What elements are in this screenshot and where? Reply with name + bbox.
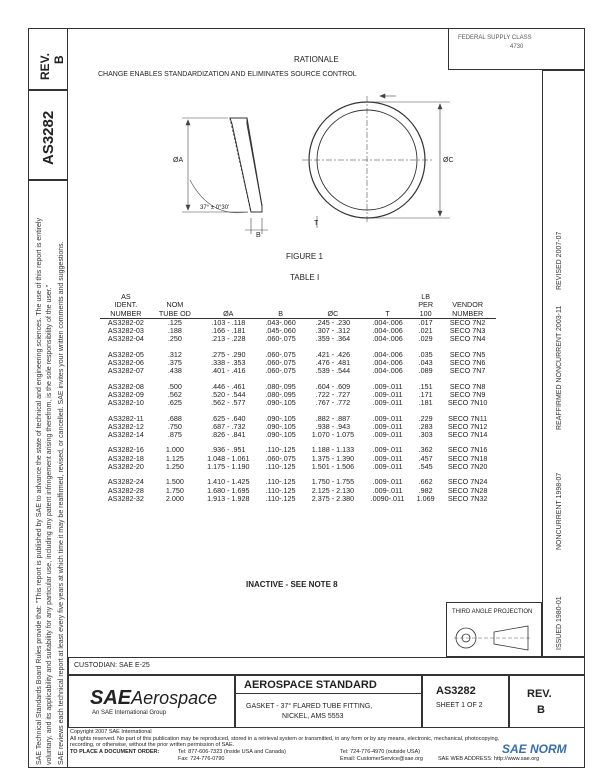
sae-logo-sub: An SAE International Group <box>92 710 167 716</box>
table-cell: 1.410 - 1.425 <box>207 477 250 487</box>
table-header-cell: PER <box>418 300 434 310</box>
projection-symbol <box>452 622 536 654</box>
table-cell: AS3282-08 <box>107 381 144 391</box>
table-cell: .043 <box>418 358 433 368</box>
table-cell: 1.500 <box>165 477 184 487</box>
table-cell: 1.750 <box>165 485 184 495</box>
table-cell: .213 - .228 <box>211 334 246 344</box>
table-cell: 1.501 - 1.506 <box>311 462 355 472</box>
table-cell: .009-.011 <box>372 453 403 463</box>
footer-order-label: TO PLACE A DOCUMENT ORDER: <box>70 749 160 755</box>
sae-logo <box>90 687 217 710</box>
noncurrent-date: NONCURRENT 1998-07 <box>556 472 563 550</box>
dim-t-label: T <box>314 220 319 227</box>
table-cell: .457 <box>418 453 433 463</box>
table-cell: 2.375 - 2.380 <box>311 493 355 503</box>
table-header-cell: 100 <box>412 310 439 319</box>
table-cell: .171 <box>418 389 433 399</box>
gasket-side-view <box>230 118 262 212</box>
table-cell: .043-.060 <box>265 317 296 327</box>
table-cell: .110-.125 <box>265 445 296 455</box>
table-header-cell: NUMBER <box>100 310 152 319</box>
table-cell: SECO 7N4 <box>449 334 486 344</box>
table-cell: .181 <box>418 398 433 408</box>
table-cell: SECO 7N32 <box>447 493 488 503</box>
table-cell: .312 <box>167 349 182 359</box>
table-cell: .375 <box>167 358 182 368</box>
table-cell: .767 - .772 <box>315 398 351 408</box>
table-cell: SECO 7N16 <box>447 445 488 455</box>
table-cell: .151 <box>418 381 433 391</box>
table-cell: .625 - .640 <box>211 413 246 423</box>
table-row <box>100 367 496 375</box>
table-cell: .936 - .951 <box>211 445 246 455</box>
table-header-cell: B <box>259 310 303 319</box>
table-cell: 1.048 - 1.061 <box>207 453 250 463</box>
left-margin-text-3: SAE reviews each technical report at least every five years at which time it may be reaffirmed, revised, or cancelled. SAE invites your written comments and suggestions. <box>58 241 65 765</box>
table-cell: .089 <box>418 366 433 376</box>
left-margin-text-1: SAE Technical Standards Board Rules provide that: "This report is published by SAE to advance the state of technical and engineering sciences. The use of this report is entirely <box>36 218 43 765</box>
table-header-cell <box>303 293 364 301</box>
issued-date: ISSUED 1980-01 <box>556 596 563 650</box>
table-header-cell: VENDOR <box>452 300 484 310</box>
table-cell: .625 <box>167 398 182 408</box>
table-header-cell: NOM <box>166 300 184 310</box>
table-cell: .359 - .364 <box>315 334 351 344</box>
table-cell: .500 <box>167 381 182 391</box>
table-cell: 1.680 - 1.695 <box>207 485 250 495</box>
figure-caption: FIGURE 1 <box>286 252 323 261</box>
part-title-line-2: NICKEL, AMS 5553 <box>282 713 344 720</box>
table-group-gap <box>100 471 496 478</box>
table-cell: 1.175 - 1.190 <box>207 462 250 472</box>
header-rev-value: B <box>52 55 66 64</box>
table-cell: AS3282-14 <box>107 430 144 440</box>
parts-table <box>100 293 496 503</box>
table-cell: .060-.075 <box>265 349 296 359</box>
table-cell: .539 - .544 <box>315 366 351 376</box>
table-cell: SECO 7N11 <box>448 413 488 423</box>
table-cell: SECO 7N8 <box>449 381 486 391</box>
table-cell: 1.070 - 1.075 <box>311 430 355 440</box>
table-cell: .060-.075 <box>265 453 296 463</box>
table-cell: .882 - .887 <box>315 413 351 423</box>
table-cell: .722 - .727 <box>315 389 351 399</box>
table-cell: AS3282-12 <box>107 421 144 431</box>
table-cell: .275 - .290 <box>211 349 246 359</box>
table-cell: .750 <box>167 421 182 431</box>
table-row <box>100 359 496 367</box>
table-cell: AS3282-18 <box>107 453 144 463</box>
table-cell: .562 <box>167 389 182 399</box>
table-cell: .401 - .416 <box>211 366 246 376</box>
header-doc-number: AS3282 <box>40 110 57 165</box>
table-cell: .188 <box>167 326 182 336</box>
angle-label: 37° ± 0°30' <box>200 205 230 211</box>
title-divider <box>235 693 422 694</box>
table-cell: .009-.011 <box>372 413 403 423</box>
table-cell: .004-.006 <box>372 358 403 368</box>
table-header-cell: IDENT. <box>114 300 138 310</box>
table-cell: .362 <box>418 445 433 455</box>
table-cell: .110-.125 <box>265 485 296 495</box>
table-cell: .662 <box>418 477 433 487</box>
table-cell: .090-.105 <box>265 421 296 431</box>
dim-a-label: ØA <box>173 157 184 164</box>
table-cell: SECO 7N12 <box>447 421 488 431</box>
title-doc-number: AS3282 <box>436 685 476 697</box>
table-cell: SECO 7N6 <box>449 358 486 368</box>
table-cell: 1.913 - 1.928 <box>207 493 250 503</box>
footer-rights-2: recording, or otherwise, without the prior written permission of SAE. <box>70 742 235 748</box>
federal-class-number: 4730 <box>510 44 524 50</box>
table-header-cell: ØC <box>303 310 364 319</box>
dim-a-lines <box>182 118 268 234</box>
table-header-cell: NUMBER <box>439 310 496 319</box>
table-cell: .060-.075 <box>265 358 296 368</box>
table-cell: SECO 7N9 <box>449 389 486 399</box>
table-row <box>100 446 496 454</box>
table-row <box>100 455 496 463</box>
table-row <box>100 383 496 391</box>
table-group-gap <box>100 408 496 415</box>
gasket-drawing <box>150 88 470 238</box>
table-row <box>100 391 496 399</box>
table-cell: .438 <box>167 366 182 376</box>
table-cell: AS3282-03 <box>107 326 144 336</box>
table-cell: SECO 7N10 <box>447 398 488 408</box>
rev-cell <box>509 675 585 728</box>
table-cell: SECO 7N3 <box>449 326 486 336</box>
table-cell: SECO 7N14 <box>447 430 488 440</box>
table-cell: .520 - .544 <box>211 389 246 399</box>
table-header-row <box>100 310 496 319</box>
table-cell: .009-.011 <box>372 445 403 455</box>
table-cell: 1.188 - 1.133 <box>311 445 355 455</box>
table-cell: .229 <box>418 413 433 423</box>
left-margin-text-2: voluntary, and its applicability and suitability for any particular use, including any patent infringement arising therefrom, is the sole responsibility of the user." <box>46 284 53 765</box>
sae-logo-mark: SAE <box>90 687 132 709</box>
table-cell: SECO 7N7 <box>449 366 486 376</box>
table-group-gap <box>100 344 496 351</box>
footer-web-link[interactable]: SAE WEB ADDRESS: http://www.sae.org <box>438 756 540 762</box>
table-row <box>100 335 496 343</box>
table-header-cell <box>198 293 259 301</box>
table-row <box>100 327 496 335</box>
table-cell: AS3282-10 <box>107 398 144 408</box>
table-cell: SECO 7N24 <box>447 477 488 487</box>
table-header-cell: LB <box>421 292 431 301</box>
footer-rights: All rights reserved. No part of this publication may be reproduced, stored in a retrieval system or transmitted, in any form or by any means, electronic, mechanical, photocopying, <box>70 736 500 742</box>
table-row <box>100 351 496 359</box>
table-header-cell: T <box>363 310 412 319</box>
footer-tel-1: Tel: 877-606-7323 (inside USA and Canada) <box>178 749 286 755</box>
table-group-gap <box>100 439 496 446</box>
table-cell: SECO 7N5 <box>449 349 486 359</box>
table-cell: .060-.075 <box>265 366 296 376</box>
table-cell: .476 - .481 <box>315 358 351 368</box>
table-cell: .110-.125 <box>265 477 296 487</box>
table-cell: .562 - .577 <box>211 398 246 408</box>
table-cell: AS3282-09 <box>107 389 144 399</box>
dim-b-label: B <box>256 232 261 239</box>
table-cell: .009-.011 <box>372 381 403 391</box>
table-cell: 1.125 <box>165 453 184 463</box>
table-cell: .004-.006 <box>372 317 403 327</box>
right-margin-column <box>542 70 585 657</box>
table-cell: .303 <box>418 430 433 440</box>
table-cell: .826 - .841 <box>211 430 246 440</box>
table-cell: .090-.105 <box>265 430 296 440</box>
table-header-cell <box>363 293 412 301</box>
table-header-cell: TUBE OD <box>152 310 198 319</box>
table-row <box>100 318 496 327</box>
table-cell: AS3282-05 <box>107 349 144 359</box>
table-row <box>100 415 496 423</box>
table-cell: .004-.006 <box>372 326 403 336</box>
table-cell: .029 <box>418 334 433 344</box>
inactive-note: INACTIVE - SEE NOTE 8 <box>246 580 338 589</box>
title-rev-label: REV. <box>527 688 552 700</box>
table-cell: AS3282-32 <box>107 493 144 503</box>
table-row <box>100 431 496 439</box>
table-cell: .110-.125 <box>265 462 296 472</box>
table-cell: AS3282-24 <box>107 477 144 487</box>
table-cell: 2.000 <box>165 493 184 503</box>
table-cell: .125 <box>167 317 182 327</box>
standard-title: AEROSPACE STANDARD <box>244 679 377 691</box>
table-cell: .017 <box>418 317 433 327</box>
footer-copyright: Copyright 2007 SAE International <box>70 729 152 735</box>
gasket-front-view <box>302 96 432 224</box>
table-row <box>100 495 496 503</box>
table-header-cell: AS <box>121 292 131 301</box>
table-title: TABLE I <box>290 273 320 282</box>
table-cell: SECO 7N18 <box>447 453 488 463</box>
table-cell: .035 <box>418 349 433 359</box>
table-cell: SECO 7N2 <box>449 317 486 327</box>
table-cell: 1.250 <box>165 462 184 472</box>
table-cell: .307 - .312 <box>315 326 351 336</box>
projection-label: THIRD ANGLE PROJECTION <box>452 609 533 615</box>
federal-supply-class: FEDERAL SUPPLY CLASS <box>458 35 532 41</box>
table-row <box>100 463 496 471</box>
table-header-cell <box>259 293 303 301</box>
table-cell: .446 - .461 <box>211 381 246 391</box>
revised-date: REVISED 2007-07 <box>556 231 563 290</box>
sae-norm-watermark: SAE NORM <box>502 742 567 756</box>
custodian-text: CUSTODIAN: SAE E-25 <box>74 662 150 669</box>
table-cell: .004-.006 <box>372 366 403 376</box>
table-cell: AS3282-02 <box>107 317 144 327</box>
table-cell: AS3282-28 <box>107 485 144 495</box>
table-cell: .687 - .732 <box>211 421 246 431</box>
table-cell: .090-.105 <box>265 398 296 408</box>
table-cell: .004-.006 <box>372 349 403 359</box>
table-cell: 1.000 <box>165 445 184 455</box>
table-cell: .090-.105 <box>265 413 296 423</box>
table-cell: .045-.060 <box>265 326 296 336</box>
table-cell: 1.375 - 1.390 <box>311 453 355 463</box>
table-cell: .982 <box>418 485 433 495</box>
table-row <box>100 487 496 495</box>
table-cell: .875 <box>167 430 182 440</box>
table-cell: AS3282-16 <box>107 445 144 455</box>
table-cell: AS3282-20 <box>107 462 144 472</box>
table-cell: .080-.095 <box>265 381 296 391</box>
table-cell: .166 - .181 <box>211 326 246 336</box>
table-group-gap <box>100 376 496 383</box>
table-row <box>100 423 496 431</box>
table-row <box>100 399 496 407</box>
table-cell: .004-.006 <box>372 334 403 344</box>
table-row <box>100 478 496 486</box>
footer-email: Email: CustomerService@sae.org <box>340 756 423 762</box>
aerospace-word: Aerospace <box>131 688 218 708</box>
table-cell: .604 - .609 <box>315 381 351 391</box>
table-cell: 1.069 <box>416 493 435 503</box>
sheet-number: SHEET 1 OF 2 <box>436 702 483 709</box>
table-cell: .009-.011 <box>372 462 403 472</box>
table-cell: .421 - .426 <box>315 349 351 359</box>
table-cell: .021 <box>418 326 433 336</box>
reaffirmed-date: REAFFIRMED NONCURRENT 2003-11 <box>556 305 563 430</box>
table-cell: .110-.125 <box>265 493 296 503</box>
table-cell: .009-.011 <box>372 485 403 495</box>
table-cell: .009-.011 <box>372 477 403 487</box>
table-cell: .009-.011 <box>372 398 403 408</box>
table-cell: .688 <box>167 413 182 423</box>
table-cell: .250 <box>167 334 182 344</box>
table-header-cell: ØA <box>198 310 259 319</box>
footer-fax: Fax: 724-776-0790 <box>178 756 225 762</box>
table-cell: .0090-.011 <box>370 493 405 503</box>
table-header-row <box>100 293 496 301</box>
part-title-line-1: GASKET - 37° FLARED TUBE FITTING, <box>246 703 373 710</box>
table-cell: .080-.095 <box>265 389 296 399</box>
table-cell: .009-.011 <box>372 421 403 431</box>
title-rev-value: B <box>537 704 545 716</box>
table-cell: .283 <box>418 421 433 431</box>
dim-c-lines <box>317 94 450 228</box>
table-cell: .009-.011 <box>372 430 403 440</box>
table-cell: .938 - .943 <box>315 421 351 431</box>
table-cell: .009-.011 <box>372 389 403 399</box>
table-cell: .245 - .230 <box>315 317 351 327</box>
dim-c-label: ØC <box>443 157 454 164</box>
table-cell: SECO 7N20 <box>447 462 488 472</box>
rationale-title: RATIONALE <box>294 55 339 64</box>
table-cell: .060-.075 <box>265 334 296 344</box>
table-cell: AS3282-06 <box>107 358 144 368</box>
table-cell: .338 - .353 <box>211 358 246 368</box>
footer-tel-2: Tel: 724-776-4970 (outside USA) <box>340 749 421 755</box>
table-cell: AS3282-11 <box>108 413 144 423</box>
header-rev-label: REV. <box>38 53 52 80</box>
table-cell: 1.750 - 1.755 <box>311 477 355 487</box>
table-cell: .545 <box>418 462 433 472</box>
table-cell: AS3282-04 <box>107 334 144 344</box>
rationale-text: CHANGE ENABLES STANDARDIZATION AND ELIMINATES SOURCE CONTROL <box>98 71 357 78</box>
table-cell: SECO 7N28 <box>447 485 488 495</box>
table-cell: .103 - .118 <box>211 317 246 327</box>
table-cell: 2.125 - 2.130 <box>311 485 355 495</box>
table-cell: AS3282-07 <box>107 366 144 376</box>
